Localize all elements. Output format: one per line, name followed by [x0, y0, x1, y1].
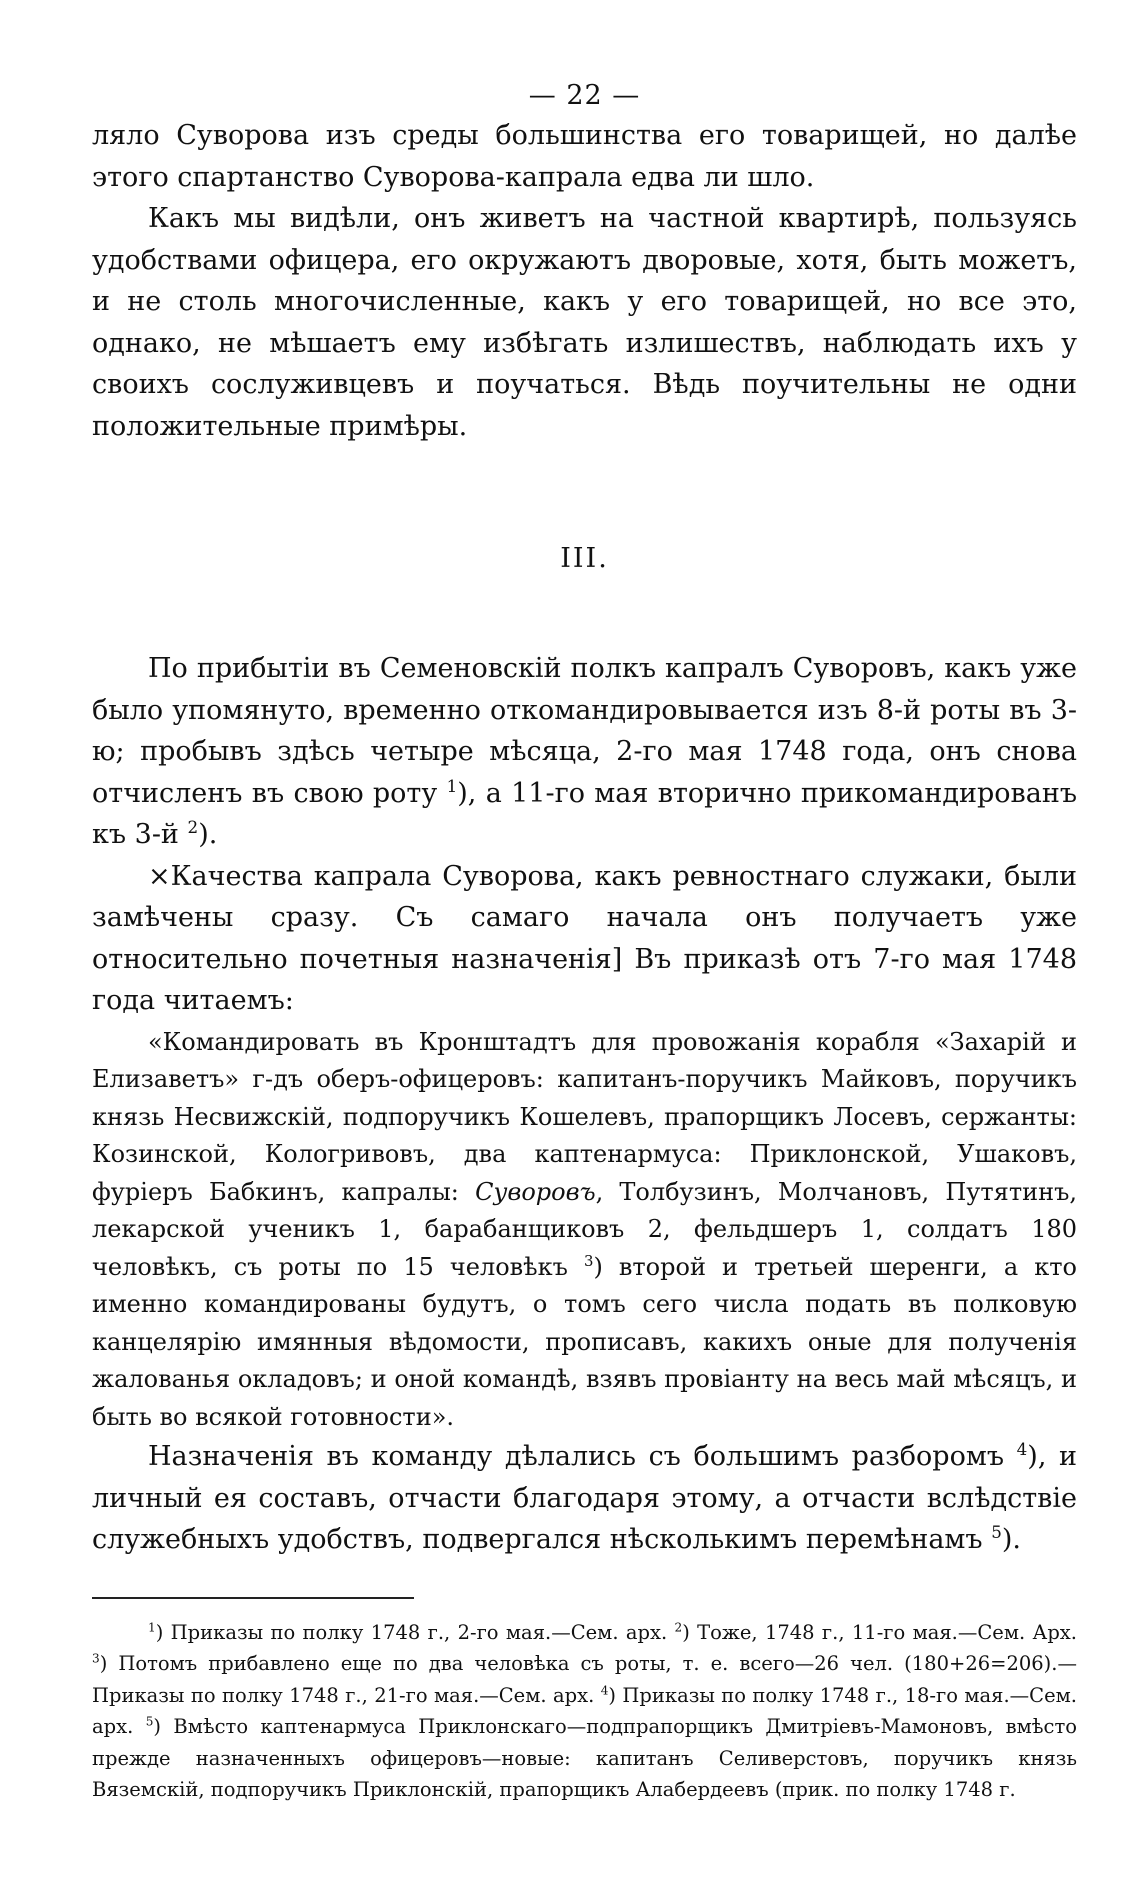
- footnote-mark-2: 2: [674, 1620, 683, 1634]
- paragraph-appointments-text: Назначенія въ команду дѣлались съ большимъ разборомъ: [148, 1441, 1005, 1472]
- order-quote: [92, 1024, 1077, 1437]
- order-quote-part-a: «Командировать въ Кронштадтъ для провожанія корабля «Захарій и Елизаветъ» г-дъ оберъ-офицеровъ: капитанъ-поручикъ Майковъ, поручикъ князь Несвижскій, подпоручикъ Кошелевъ, прапорщикъ Лосевъ, сержанты: Козинской, Кологривовъ, два каптенармуса: Приклонской, Ушаковъ, фурiеръ Бабкинъ, капралы:: [92, 1027, 1077, 1206]
- paragraph-appointments-end: ).: [1001, 1524, 1021, 1555]
- footnote-mark-4: 4: [600, 1683, 609, 1697]
- paragraph-quarters: Какъ мы видѣли, онъ живетъ на частной квартирѣ, пользуясь удобствами офицера, его окружаютъ дворовые, хотя, быть можетъ, и не столь многочисленные, какъ у его товарищей, но все это, однако, не мѣшаетъ ему избѣгать излишествъ, наблюдать ихъ у своихъ сослуживцевъ и поучаться. Вѣдь поучительны не одни положительные примѣры.: [92, 203, 1077, 442]
- footnote-ref-1: 1: [446, 775, 458, 796]
- footnote-mark-3: 3: [92, 1651, 100, 1666]
- paragraph-continuation: ляло Суворова изъ среды большинства его товарищей, но далѣе этого спартанство Суворова-капрала едва ли шло.: [92, 120, 1077, 193]
- footnote-ref-4: 4: [1016, 1439, 1028, 1459]
- footnote-ref-2: 2: [187, 817, 199, 837]
- page-number: — 22 —: [528, 80, 641, 111]
- paragraph-arrival-end: ).: [198, 819, 218, 850]
- order-quote-suvorov: Суворовъ: [475, 1177, 596, 1206]
- order-quote-part-b: , Толбузинъ, Молчановъ, Путятинъ, лекарской ученикъ 1, барабанщиковъ 2, фельдшеръ 1, солдатъ 180 человѣкъ, съ роты по 15 человѣкъ: [92, 1177, 1077, 1281]
- order-quote-part-c: ) второй и третьей шеренги, а кто именно командированы будутъ, о томъ сего числа подать въ полковую канцелярію имянныя вѣдомости, прописавъ, какихъ оные для полученія жалованья окладовъ; и оной командѣ, взявъ провіанту на весь май мѣсяцъ, и быть во всякой готовности».: [92, 1252, 1077, 1431]
- paragraph-arrival-mid: ), а 11-го мая вторично прикомандированъ къ 3-й: [92, 777, 1077, 850]
- paragraph-appointments-mid: ), и личный ея составъ, отчасти благодаря этому, а отчасти вслѣдствіе служебныхъ удобствъ, подвергался нѣсколькимъ перемѣнамъ: [92, 1441, 1077, 1555]
- footnote-4: ) Приказы по полку 1748 г., 18-го мая.—Сем. арх.: [92, 1683, 1077, 1738]
- paragraph-arrival-text: По прибытіи въ Семеновскій полкъ капралъ Суворовъ, какъ уже было упомянуто, временно откомандировывается изъ 8-й роты въ 3-ю; пробывъ здѣсь четыре мѣсяца, 2-го мая 1748 года, онъ снова отчисленъ въ свою роту: [92, 653, 1077, 809]
- paragraph-qualities: ×Качества капрала Суворова, какъ ревностнаго служаки, были замѣчены сразу. Съ самаго начала онъ получаетъ уже относительно почетныя назначенія] Въ приказѣ отъ 7-го мая 1748 года читаемъ:: [92, 860, 1077, 1016]
- footnote-ref-3: 3: [583, 1251, 594, 1270]
- footnote-1: ) Приказы по полку 1748 г., 2-го мая.—Сем. арх.: [155, 1620, 668, 1644]
- paragraph-appointments: [92, 1436, 1077, 1561]
- footnote-divider: [92, 1597, 414, 1599]
- footnote-2: ) Тоже, 1748 г., 11-го мая.—Сем. Арх.: [682, 1620, 1077, 1644]
- footnote-mark-5: 5: [145, 1714, 154, 1729]
- paragraph-arrival: [92, 648, 1077, 856]
- footnote-5: ) Вмѣсто каптенармуса Приклонскаго—подпрапорщикъ Дмитріевъ-Мамоновъ, вмѣсто прежде назначенныхъ офицеровъ—новые: капитанъ Селиверстовъ, поручикъ князь Вяземскій, подпоручикъ Приклонскій, прапорщикъ Алабердеевъ (прик. по полку 1748 г.: [92, 1715, 1078, 1801]
- footnote-3: ) Потомъ прибавлено еще по два человѣка съ роты, т. е. всего—26 чел. (180+26=206).—Приказы по полку 1748 г., 21-го мая.—Сем. арх.: [92, 1652, 1077, 1707]
- section-heading: III.: [560, 543, 609, 574]
- footnote-mark-1: 1: [148, 1620, 156, 1634]
- footnotes-block: [92, 1617, 1077, 1806]
- footnote-ref-5: 5: [991, 1522, 1002, 1542]
- book-page: [92, 80, 1077, 1806]
